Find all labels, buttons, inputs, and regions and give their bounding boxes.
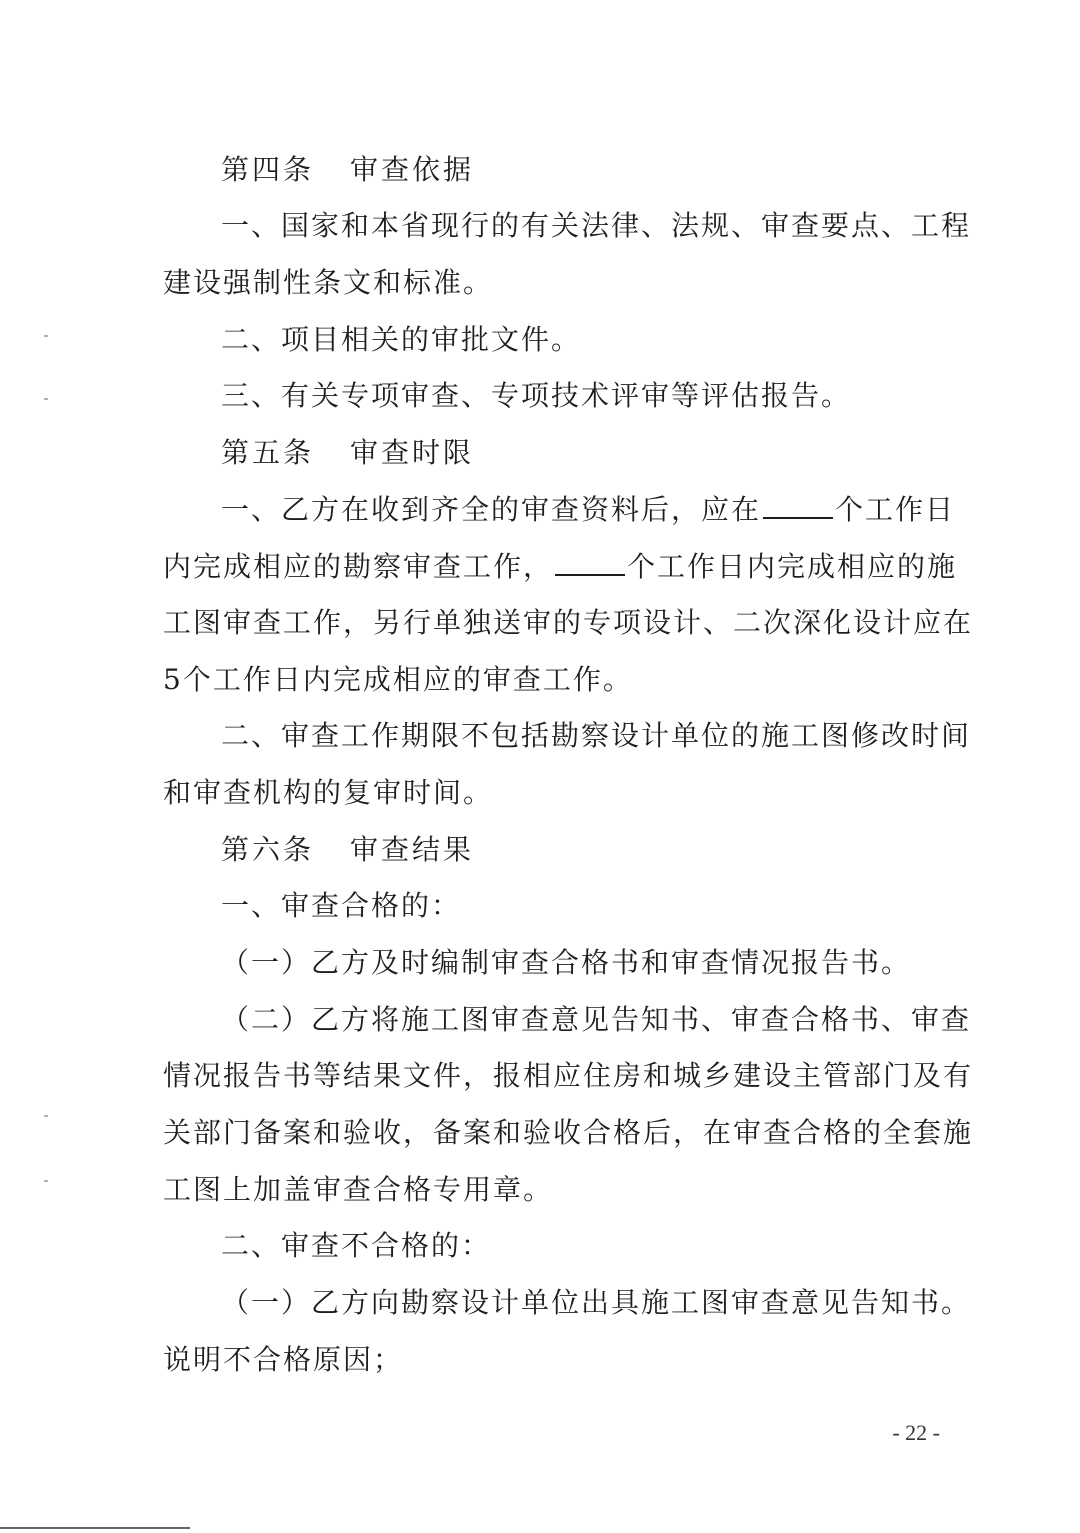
article-6-pass-2-line-2: 情况报告书等结果文件，报相应住房和城乡建设主管部门及有 — [163, 1059, 974, 1092]
article-6-heading — [221, 830, 943, 870]
article-6-title: 审查结果 — [350, 833, 475, 866]
page-number: - 22 - — [892, 1420, 940, 1445]
article-4-item-1-line-2: 建设强制性条文和标准。 — [163, 266, 494, 299]
article-5-item-1-line-4: 5个工作日内完成相应的审查工作。 — [163, 663, 633, 696]
article-5-item-2-line-2: 和审查机构的复审时间。 — [163, 776, 494, 809]
article-6-fail-1-line-2: 说明不合格原因； — [163, 1343, 404, 1376]
article-6-pass-heading: 一、审查合格的： — [221, 889, 462, 922]
blank-field — [763, 491, 833, 519]
scan-dot — [44, 335, 48, 337]
article-5-label: 第五条 — [221, 436, 315, 469]
article-5-item-1-text-a: 一、乙方在收到齐全的审查资料后，应在 — [221, 493, 762, 526]
article-4-item-1-line-1: 一、国家和本省现行的有关法律、法规、审查要点、工程 — [221, 209, 972, 242]
article-6-fail-heading: 二、审查不合格的： — [221, 1229, 492, 1262]
article-5-item-1-line-3: 工图审查工作，另行单独送审的专项设计、二次深化设计应在 — [163, 606, 974, 639]
article-6-pass-1: （一）乙方及时编制审查合格书和审查情况报告书。 — [221, 946, 912, 979]
article-4-label: 第四条 — [221, 153, 315, 186]
article-5-item-2-line-1: 二、审查工作期限不包括勘察设计单位的施工图修改时间 — [221, 719, 972, 752]
article-5-item-1-text-c: 内完成相应的勘察审查工作， — [163, 550, 554, 583]
article-5-item-1-text-d: 个工作日内完成相应的施 — [627, 550, 958, 583]
article-6-fail-1-line-1: （一）乙方向勘察设计单位出具施工图审查意见告知书。 — [221, 1286, 972, 1319]
scan-dot — [44, 398, 48, 400]
article-6-pass-2-line-3: 关部门备案和验收，备案和验收合格后，在审查合格的全套施 — [163, 1116, 974, 1149]
article-4-heading — [221, 150, 943, 190]
article-5-title: 审查时限 — [350, 436, 475, 469]
scan-dot — [44, 1115, 48, 1117]
article-6-pass-2-line-4: 工图上加盖审查合格专用章。 — [163, 1173, 554, 1206]
article-4-title: 审查依据 — [350, 153, 475, 186]
article-4-item-2: 二、项目相关的审批文件。 — [221, 323, 582, 356]
blank-field — [555, 548, 625, 576]
scan-edge-line — [0, 1527, 190, 1529]
scan-dot — [44, 1180, 48, 1182]
article-5-item-1-text-b: 个工作日 — [835, 493, 956, 526]
article-6-label: 第六条 — [221, 833, 315, 866]
article-4-item-3: 三、有关专项审查、专项技术评审等评估报告。 — [221, 379, 852, 412]
article-5-item-1-line-2 — [163, 547, 958, 587]
article-5-heading — [221, 433, 943, 473]
article-5-item-1-line-1 — [221, 490, 956, 530]
article-6-pass-2-line-1: （二）乙方将施工图审查意见告知书、审查合格书、审查 — [221, 1003, 972, 1036]
